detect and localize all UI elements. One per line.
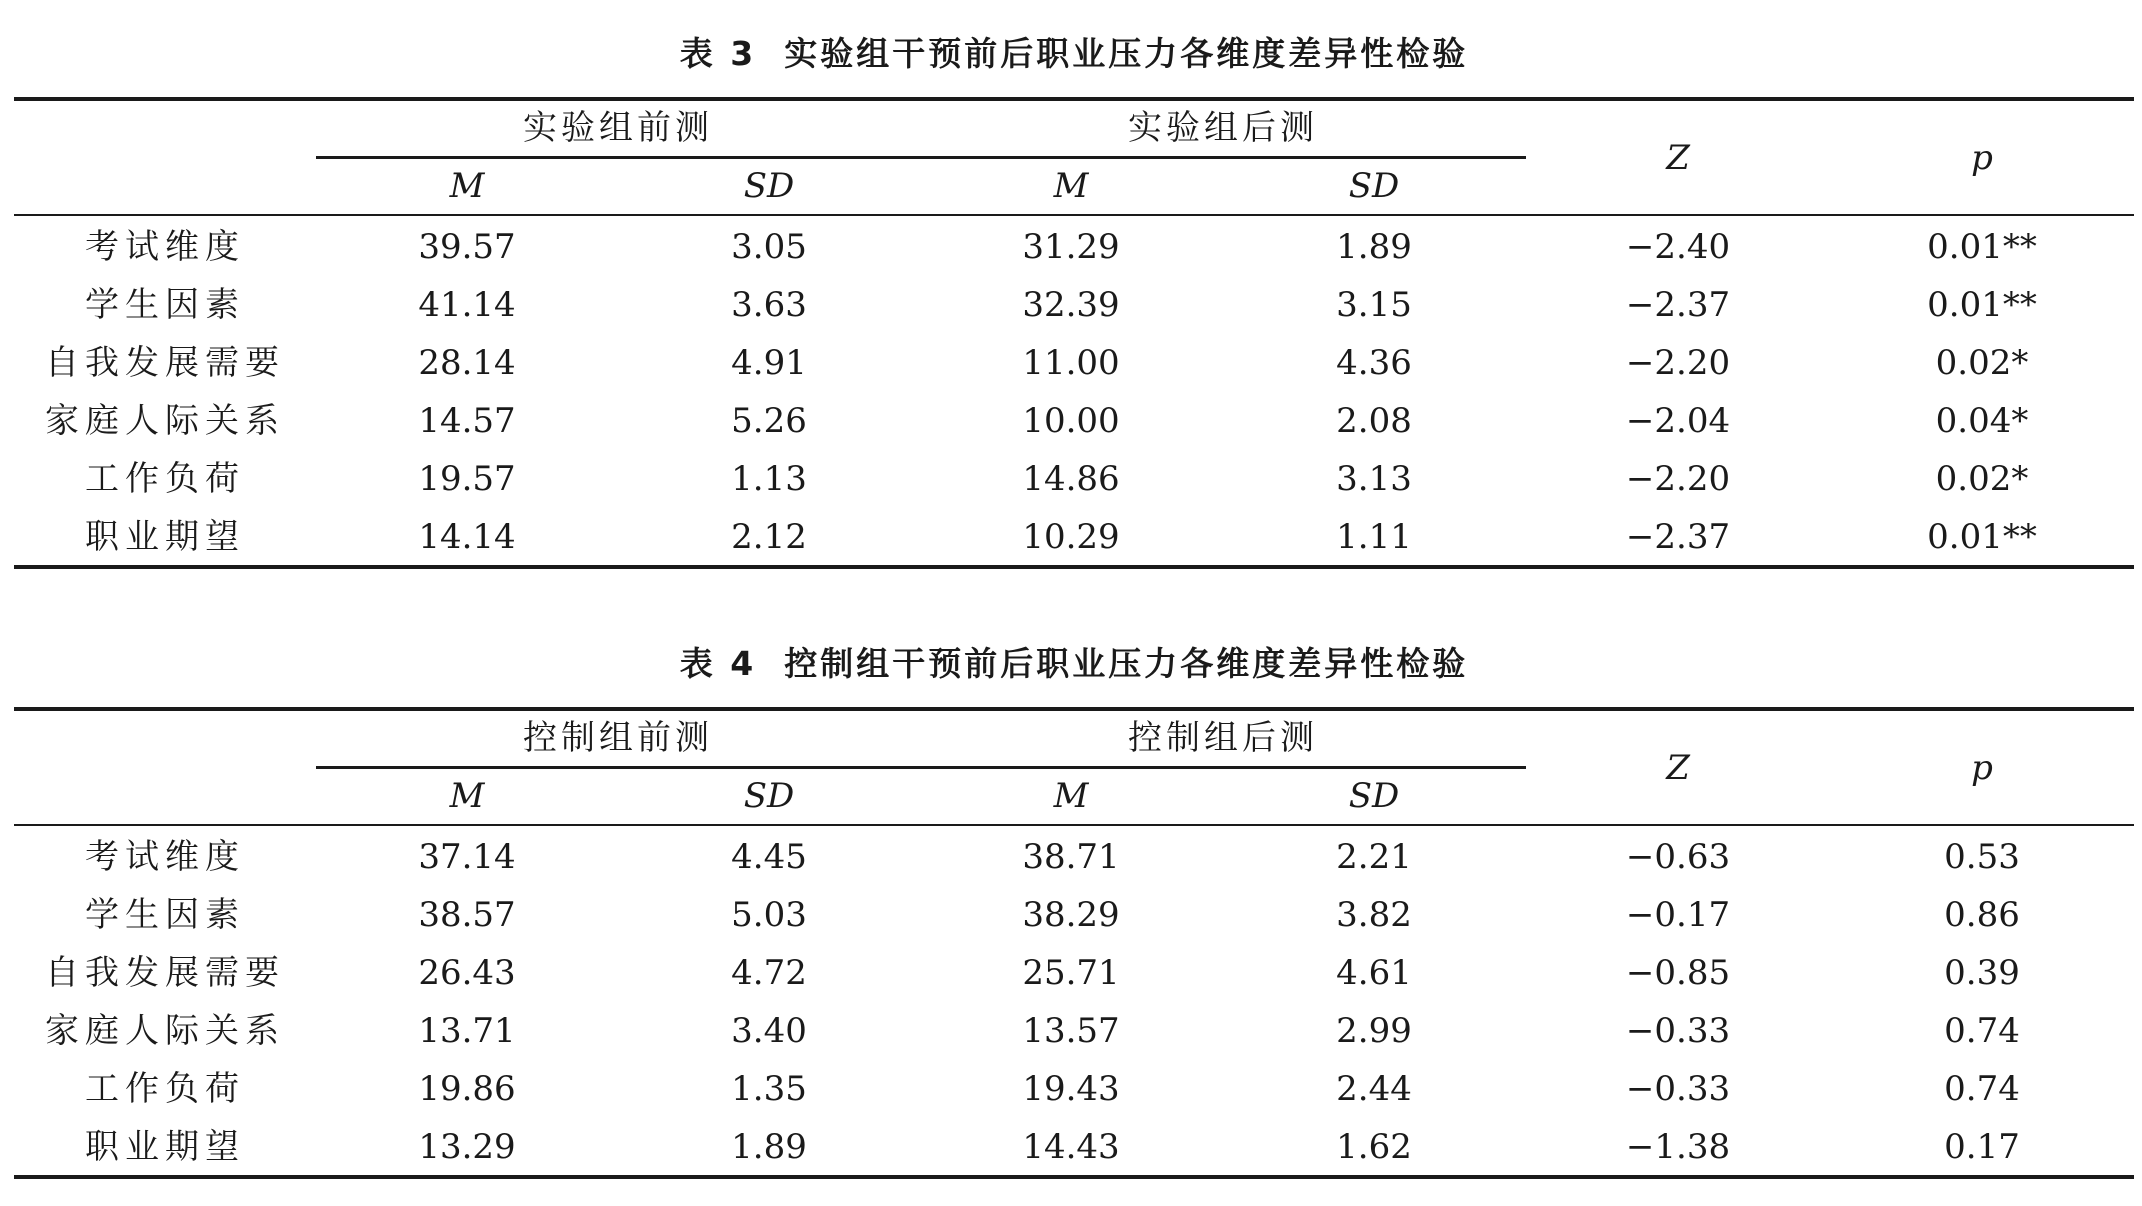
cell-sd-pre: 4.72	[731, 953, 807, 993]
cell-m-post: 11.00	[1022, 343, 1120, 383]
cell-m-post: 32.39	[1022, 285, 1120, 325]
row-label: 自我发展需要	[45, 953, 285, 993]
cell-z: −0.63	[1625, 837, 1731, 877]
cell-m-pre: 14.14	[418, 517, 516, 557]
cell-z: −0.33	[1625, 1069, 1731, 1109]
row-label: 工作负荷	[85, 459, 245, 499]
sub-header-m-pre: M	[449, 776, 485, 816]
cell-sd-pre: 1.89	[731, 1127, 807, 1167]
header-rule	[14, 214, 2134, 216]
group-rule	[316, 156, 1526, 159]
cell-sd-post: 2.21	[1336, 837, 1412, 877]
cell-sd-post: 3.82	[1336, 895, 1412, 935]
cell-m-pre: 13.71	[418, 1011, 516, 1051]
cell-sd-pre: 5.03	[731, 895, 807, 935]
cell-p: 0.04*	[1935, 401, 2029, 441]
sub-header-m-post: M	[1053, 776, 1089, 816]
cell-p: 0.74	[1944, 1011, 2020, 1051]
cell-p: 0.01**	[1927, 227, 2037, 267]
row-label: 自我发展需要	[45, 343, 285, 383]
cell-m-post: 38.29	[1022, 895, 1120, 935]
cell-z: −2.37	[1625, 517, 1731, 557]
group-header-post: 控制组后测	[1128, 718, 1318, 758]
group-header-post: 实验组后测	[1128, 108, 1318, 148]
cell-sd-pre: 3.40	[731, 1011, 807, 1051]
cell-m-post: 14.86	[1022, 459, 1120, 499]
cell-z: −2.40	[1625, 227, 1731, 267]
cell-m-post: 13.57	[1022, 1011, 1120, 1051]
table-number: 表 4	[679, 644, 757, 683]
sub-header-sd-pre: SD	[743, 776, 795, 816]
cell-z: −1.38	[1625, 1127, 1731, 1167]
sub-header-sd-post: SD	[1348, 166, 1400, 206]
cell-p: 0.02*	[1935, 343, 2029, 383]
sub-header-m-pre: M	[449, 166, 485, 206]
cell-sd-post: 3.13	[1336, 459, 1412, 499]
sub-header-m-post: M	[1053, 166, 1089, 206]
cell-p: 0.01**	[1927, 285, 2037, 325]
row-label: 家庭人际关系	[45, 1011, 285, 1051]
sub-header-sd-pre: SD	[743, 166, 795, 206]
table-caption	[14, 642, 2134, 686]
cell-m-post: 31.29	[1022, 227, 1120, 267]
cell-sd-pre: 1.13	[731, 459, 807, 499]
p-header: p	[1971, 138, 1993, 178]
row-label: 考试维度	[85, 837, 245, 877]
cell-sd-pre: 2.12	[731, 517, 807, 557]
cell-sd-post: 2.08	[1336, 401, 1412, 441]
bottom-rule	[14, 1175, 2134, 1179]
cell-p: 0.17	[1944, 1127, 2020, 1167]
row-label: 考试维度	[85, 227, 245, 267]
cell-sd-post: 1.62	[1336, 1127, 1412, 1167]
cell-m-pre: 13.29	[418, 1127, 516, 1167]
cell-m-post: 10.00	[1022, 401, 1120, 441]
cell-m-pre: 19.86	[418, 1069, 516, 1109]
z-header: Z	[1666, 748, 1690, 788]
cell-p: 0.86	[1944, 895, 2020, 935]
top-rule	[14, 707, 2134, 711]
table-caption	[14, 32, 2134, 76]
cell-m-pre: 39.57	[418, 227, 516, 267]
cell-sd-pre: 4.45	[731, 837, 807, 877]
cell-m-pre: 19.57	[418, 459, 516, 499]
cell-z: −0.33	[1625, 1011, 1731, 1051]
header-rule	[14, 824, 2134, 826]
cell-sd-pre: 4.91	[731, 343, 807, 383]
row-label: 职业期望	[85, 517, 245, 557]
table-title: 实验组干预前后职业压力各维度差异性检验	[784, 34, 1469, 73]
cell-m-pre: 26.43	[418, 953, 516, 993]
p-header: p	[1971, 748, 1993, 788]
top-rule	[14, 97, 2134, 101]
group-header-pre: 实验组前测	[523, 108, 713, 148]
cell-m-post: 25.71	[1022, 953, 1120, 993]
cell-sd-post: 3.15	[1336, 285, 1412, 325]
cell-sd-post: 4.61	[1336, 953, 1412, 993]
cell-m-pre: 37.14	[418, 837, 516, 877]
cell-sd-pre: 1.35	[731, 1069, 807, 1109]
cell-z: −0.85	[1625, 953, 1731, 993]
cell-p: 0.74	[1944, 1069, 2020, 1109]
group-header-pre: 控制组前测	[523, 718, 713, 758]
cell-sd-pre: 3.63	[731, 285, 807, 325]
cell-sd-post: 2.99	[1336, 1011, 1412, 1051]
table-title: 控制组干预前后职业压力各维度差异性检验	[784, 644, 1469, 683]
cell-m-pre: 41.14	[418, 285, 516, 325]
cell-z: −0.17	[1625, 895, 1731, 935]
cell-p: 0.39	[1944, 953, 2020, 993]
cell-sd-pre: 3.05	[731, 227, 807, 267]
sub-header-sd-post: SD	[1348, 776, 1400, 816]
group-rule	[316, 766, 1526, 769]
cell-m-pre: 14.57	[418, 401, 516, 441]
bottom-rule	[14, 565, 2134, 569]
cell-p: 0.53	[1944, 837, 2020, 877]
cell-m-post: 38.71	[1022, 837, 1120, 877]
cell-m-post: 14.43	[1022, 1127, 1120, 1167]
cell-p: 0.01**	[1927, 517, 2037, 557]
cell-m-pre: 38.57	[418, 895, 516, 935]
cell-sd-post: 2.44	[1336, 1069, 1412, 1109]
cell-sd-post: 1.89	[1336, 227, 1412, 267]
table-number: 表 3	[679, 34, 757, 73]
cell-z: −2.37	[1625, 285, 1731, 325]
row-label: 工作负荷	[85, 1069, 245, 1109]
cell-m-post: 10.29	[1022, 517, 1120, 557]
cell-z: −2.20	[1625, 343, 1731, 383]
z-header: Z	[1666, 138, 1690, 178]
cell-z: −2.20	[1625, 459, 1731, 499]
cell-m-pre: 28.14	[418, 343, 516, 383]
cell-m-post: 19.43	[1022, 1069, 1120, 1109]
cell-z: −2.04	[1625, 401, 1731, 441]
row-label: 家庭人际关系	[45, 401, 285, 441]
row-label: 职业期望	[85, 1127, 245, 1167]
cell-sd-post: 4.36	[1336, 343, 1412, 383]
cell-sd-post: 1.11	[1336, 517, 1412, 557]
cell-sd-pre: 5.26	[731, 401, 807, 441]
cell-p: 0.02*	[1935, 459, 2029, 499]
row-label: 学生因素	[85, 895, 245, 935]
row-label: 学生因素	[85, 285, 245, 325]
